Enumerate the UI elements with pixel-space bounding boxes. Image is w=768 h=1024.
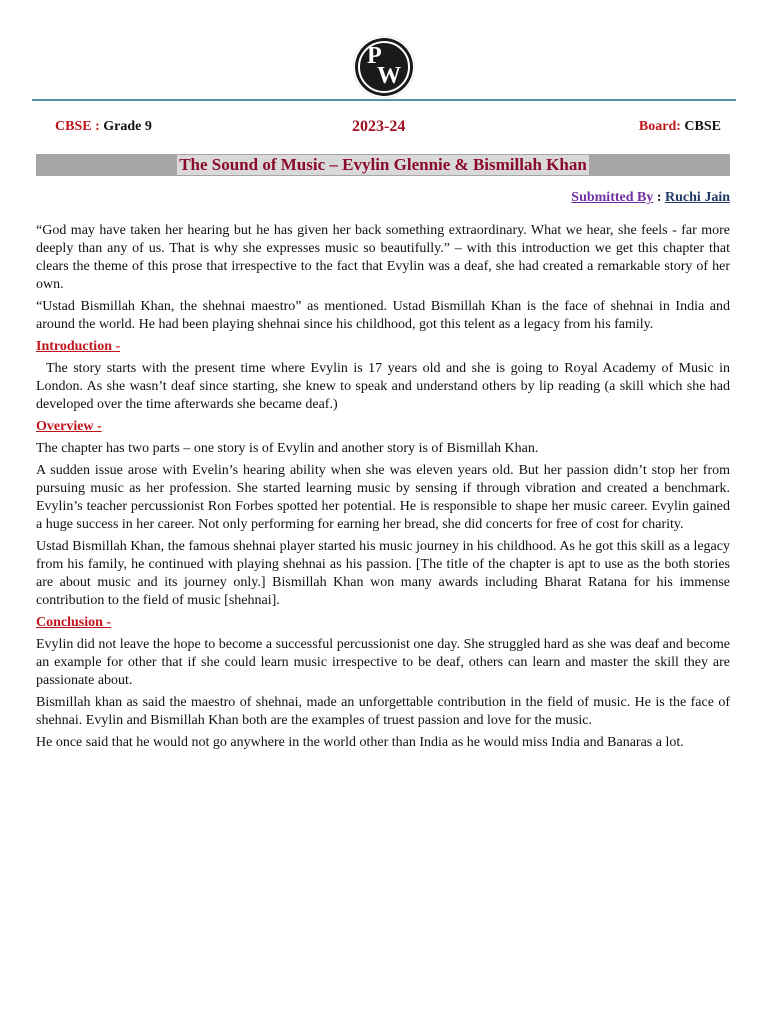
grade-value: Grade 9 <box>103 119 152 134</box>
paragraph-quote: “God may have taken her hearing but he has given her back something extraordinary. What we hear, she feels - far more deeply than any of us. That is why she expresses music so beautifully.” – with this introduction we get this chapter that clears the theme of this prose that irrespective to the fact that Evylin was a deaf, she had created a remarkable story of her own. <box>36 223 730 292</box>
pw-logo <box>353 36 415 98</box>
paragraph-conclusion-evylin: Evylin did not leave the hope to become a successful percussionist one day. She struggled hard as she was deaf and become an example for other that if she could learn music irrespective to be deaf, others can learn and master the skill they are passionate about. <box>36 637 730 688</box>
document-body <box>36 222 730 756</box>
grade-colon: : <box>91 119 104 134</box>
heading-introduction: Introduction - <box>36 339 121 354</box>
paragraph-introduction: The story starts with the present time where Evylin is 17 years old and she is going to Royal Academy of Music in London. As she wasn’t deaf since starting, she knew to speak and understand others by lip reading (a skill which she had developed over the time afterwards she became deaf.) <box>36 361 730 412</box>
paragraph-bismillah-story: Ustad Bismillah Khan, the famous shehnai player started his music journey in his childhood. As he got this skill as a legacy from his family, he continued with playing shehnai as his passion. [The title of the chapter is apt to use as the both stories are about music and its journey only.] Bismillah Khan won many awards including Bharat Ratana for his immense contribution to the field of music [shehnai]. <box>36 539 730 608</box>
submitted-by <box>571 190 730 206</box>
submitted-by-separator: : <box>653 190 666 205</box>
paragraph-conclusion-bismillah: Bismillah khan as said the maestro of shehnai, made an unforgettable contribution in the field of music. He is the face of shehnai. Evylin and Bismillah Khan both are the examples of truest passion and love for the music. <box>36 695 730 728</box>
pw-logo-letter-p: P <box>367 43 382 69</box>
grade-info <box>55 119 152 135</box>
board-info <box>639 119 721 135</box>
submitted-by-label: Submitted By <box>571 190 654 205</box>
document-title: The Sound of Music – Evylin Glennie & Bismillah Khan <box>179 155 587 174</box>
board-right-value: CBSE <box>680 119 721 134</box>
board-label: CBSE <box>55 119 92 134</box>
heading-overview: Overview - <box>36 419 102 434</box>
meta-row <box>0 118 768 140</box>
paragraph-bismillah-intro: “Ustad Bismillah Khan, the shehnai maestro” as mentioned. Ustad Bismillah Khan is the face of shehnai in India and around the world. He had been playing shehnai since his childhood, got this telent as a legacy from his family. <box>36 299 730 332</box>
paragraph-evylin-story: A sudden issue arose with Evelin’s hearing ability when she was eleven years old. But her passion didn’t stop her from pursuing music as her profession. She started learning music by sensing if through vibration and created a benchmark. Evylin’s teacher percussionist Ron Forbes spotted her potential. He is responsible to shape her music career. Evylin gained a huge success in her career. Not only performing for earning her bread, she did concerts for free of cost for charity. <box>36 463 730 532</box>
title-bar <box>36 154 730 176</box>
pw-logo-letter-w: W <box>377 63 401 89</box>
board-right-label: Board: <box>638 119 681 134</box>
paragraph-overview-parts: The chapter has two parts – one story is of Evylin and another story is of Bismillah Khan. <box>36 441 539 456</box>
header-divider <box>32 99 736 101</box>
author-name: Ruchi Jain <box>665 190 730 205</box>
paragraph-closing: He once said that he would not go anywhere in the world other than India as he would miss India and Banaras a lot. <box>36 735 684 750</box>
heading-conclusion: Conclusion - <box>36 615 112 630</box>
header-logo-area <box>0 36 768 100</box>
session-year: 2023-24 <box>352 118 406 135</box>
